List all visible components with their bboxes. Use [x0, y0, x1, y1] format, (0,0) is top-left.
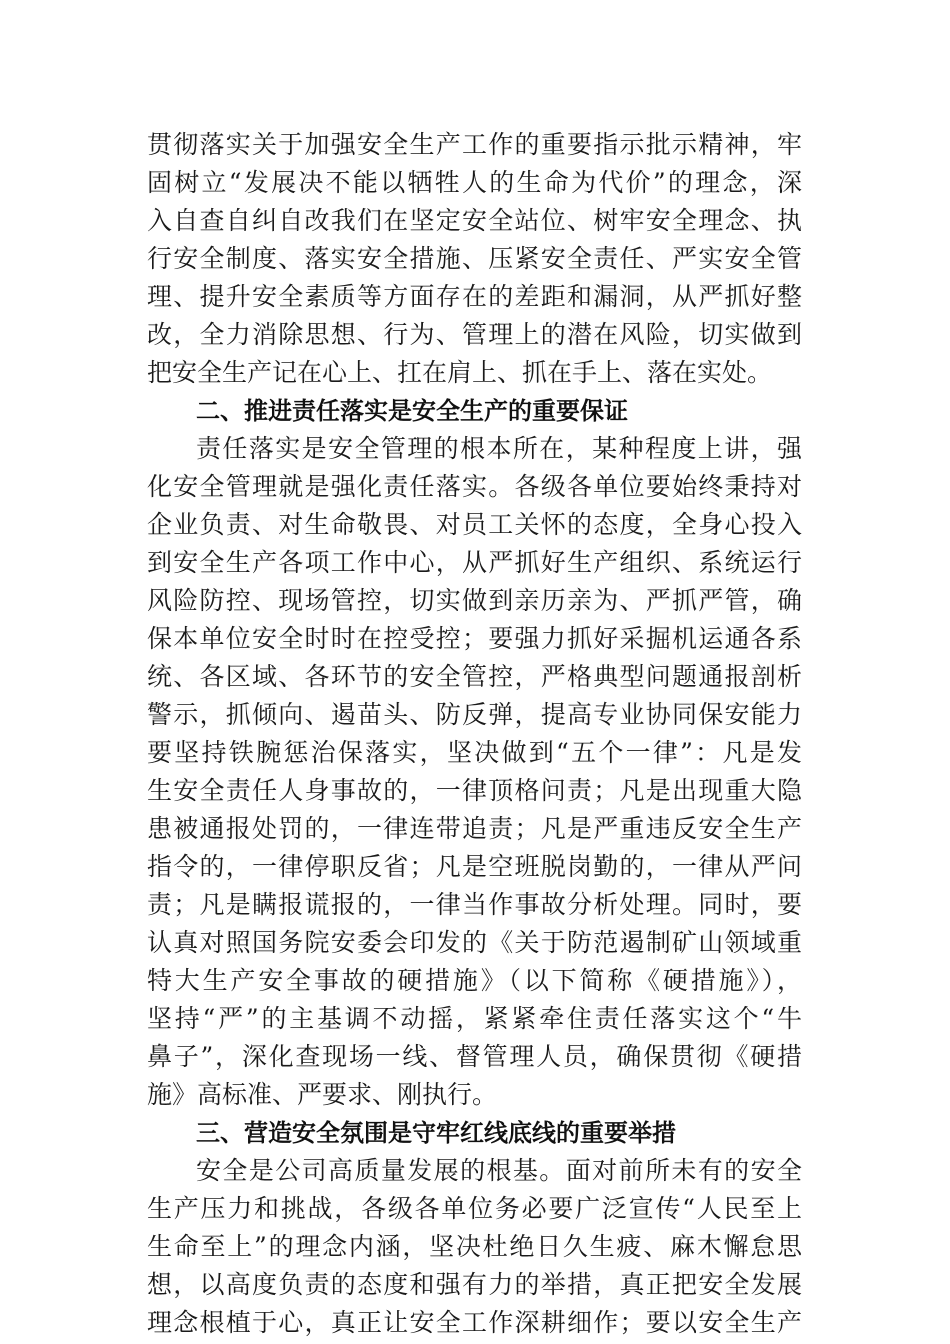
- paragraph-line: 警示，抓倾向、遏苗头、防反弹，提高专业协同保安能力: [147, 700, 802, 729]
- paragraph-line: 责；凡是瞒报谎报的，一律当作事故分析处理。同时，要: [147, 890, 802, 919]
- paragraph-line: 到安全生产各项工作中心，从严抓好生产组织、系统运行: [147, 548, 802, 577]
- paragraph-line: 责任落实是安全管理的根本所在，某种程度上讲，强: [196, 434, 802, 463]
- paragraph-line: 保本单位安全时时在控受控；要强力抓好采掘机运通各系: [147, 624, 802, 653]
- paragraph-line: 贯彻落实关于加强安全生产工作的重要指示批示精神，牢: [147, 130, 802, 159]
- paragraph-line: 特大生产安全事故的硬措施》（以下简称《硬措施》），: [147, 966, 802, 995]
- paragraph-line: 风险防控、现场管控，切实做到亲历亲为、严抓严管，确: [147, 586, 802, 615]
- paragraph-line: 理、提升安全素质等方面存在的差距和漏洞，从严抓好整: [147, 282, 802, 311]
- paragraph-line: 固树立“发展决不能以牺牲人的生命为代价”的理念，深: [147, 168, 802, 197]
- paragraph-line: 认真对照国务院安委会印发的《关于防范遏制矿山领域重: [147, 928, 802, 957]
- paragraph-line: 统、各区域、各环节的安全管控，严格典型问题通报剖析: [147, 662, 802, 691]
- paragraph-line: 化安全管理就是强化责任落实。各级各单位要始终秉持对: [147, 472, 802, 501]
- paragraph-line: 入自查自纠自改我们在坚定安全站位、树牢安全理念、执: [147, 206, 802, 235]
- paragraph-line: 企业负责、对生命敬畏、对员工关怀的态度，全身心投入: [147, 510, 802, 539]
- paragraph-line: 坚持“严”的主基调不动摇，紧紧牵住责任落实这个“牛: [147, 1004, 802, 1033]
- paragraph-line: 生安全责任人身事故的，一律顶格问责；凡是出现重大隐: [147, 776, 802, 805]
- paragraph-line: 生产压力和挑战，各级各单位务必要广泛宣传“人民至上: [147, 1194, 802, 1223]
- paragraph-line: 想，以高度负责的态度和强有力的举措，真正把安全发展: [147, 1270, 802, 1299]
- paragraph-line: 安全是公司高质量发展的根基。面对前所未有的安全: [196, 1156, 802, 1185]
- paragraph-line: 施》高标准、严要求、刚执行。: [147, 1080, 498, 1109]
- paragraph-line: 鼻子”，深化查现场一线、督管理人员，确保贯彻《硬措: [147, 1042, 802, 1071]
- paragraph-line: 生命至上”的理念内涵，坚决杜绝日久生疲、麻木懈怠思: [147, 1232, 802, 1261]
- paragraph-line: 改，全力消除思想、行为、管理上的潜在风险，切实做到: [147, 320, 802, 349]
- paragraph-line: 要坚持铁腕惩治保落实，坚决做到“五个一律”：凡是发: [147, 738, 802, 767]
- paragraph-line: 理念根植于心，真正让安全工作深耕细作；要以安全生产: [147, 1308, 802, 1337]
- paragraph-line: 患被通报处罚的，一律连带追责；凡是严重违反安全生产: [147, 814, 802, 843]
- section-heading: 二、推进责任落实是安全生产的重要保证: [196, 397, 628, 425]
- section-heading: 三、营造安全氛围是守牢红线底线的重要举措: [196, 1119, 676, 1147]
- paragraph-line: 把安全生产记在心上、扛在肩上、抓在手上、落在实处。: [147, 358, 773, 387]
- paragraph-line: 行安全制度、落实安全措施、压紧安全责任、严实安全管: [147, 244, 802, 273]
- paragraph-line: 指令的，一律停职反省；凡是空班脱岗勤的，一律从严问: [147, 852, 802, 881]
